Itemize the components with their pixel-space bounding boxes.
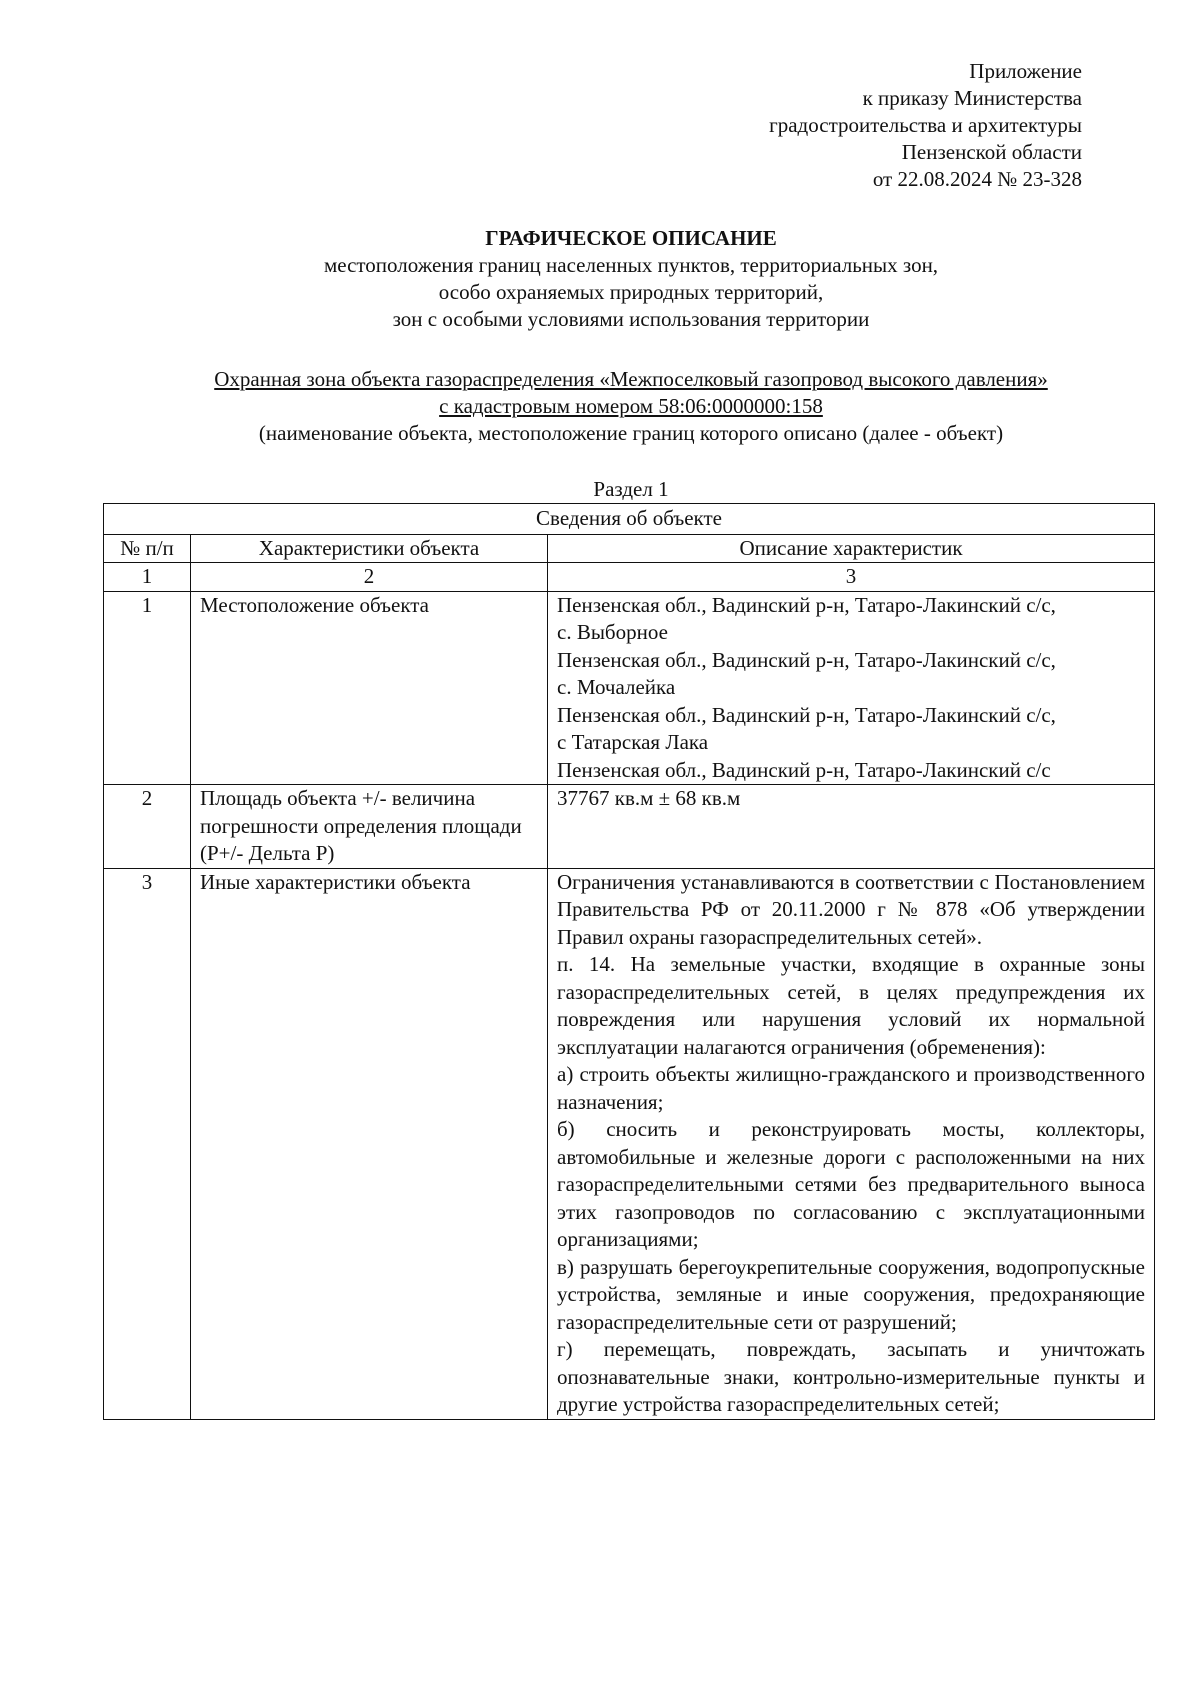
column-header: № п/п <box>104 534 191 563</box>
table-row <box>104 785 1155 869</box>
row-characteristic: Иные характеристики объекта <box>191 868 548 1419</box>
location-line: с Татарская Лака <box>557 730 709 754</box>
object-caption: (наименование объекта, местоположение границ которого описано (далее - объект) <box>258 421 1004 445</box>
row-description <box>548 868 1155 1419</box>
appendix-block <box>769 58 1082 193</box>
section-label: Раздел 1 <box>593 477 669 501</box>
appendix-line: градостроительства и архитектуры <box>769 113 1082 137</box>
subtitle-line: особо охраняемых природных территорий, <box>438 280 824 304</box>
row-number: 1 <box>104 591 191 785</box>
row-number: 2 <box>104 785 191 869</box>
table-row <box>104 868 1155 1419</box>
document-title: ГРАФИЧЕСКОЕ ОПИСАНИЕ <box>485 226 777 250</box>
description-paragraph: г) перемещать, повреждать, засыпать и уничтожать опознавательные знаки, контрольно-измерительные пункты и другие устройства газораспределительных сетей; <box>557 1337 1145 1416</box>
object-name-line: с кадастровым номером 58:06:0000000:158 <box>439 394 823 418</box>
table-caption-row <box>104 504 1155 535</box>
appendix-line: к приказу Министерства <box>862 86 1082 110</box>
object-name-block <box>0 366 1200 447</box>
column-header: Описание характеристик <box>548 534 1155 563</box>
location-line: Пензенская обл., Вадинский р-н, Татаро-Лакинский с/с, <box>557 647 1056 672</box>
column-number: 3 <box>548 563 1155 592</box>
row-number: 3 <box>104 868 191 1419</box>
location-line: с. Выборное <box>557 620 668 644</box>
description-paragraph: в) разрушать берегоукрепительные сооружения, водопропускные устройства, земляные и иные сооружения, предохраняющие газораспределительные сети от разрушений; <box>557 1254 1145 1334</box>
column-header: Характеристики объекта <box>191 534 548 563</box>
location-line: с. Мочалейка <box>557 675 676 699</box>
table-header-row <box>104 534 1155 563</box>
row-description: 37767 кв.м ± 68 кв.м <box>548 785 1155 869</box>
table-row <box>104 591 1155 785</box>
appendix-line: от 22.08.2024 № 23-328 <box>872 167 1082 191</box>
object-name-line: Охранная зона объекта газораспределения «Межпоселковый газопровод высокого давления» <box>214 367 1048 391</box>
location-line: Пензенская обл., Вадинский р-н, Татаро-Лакинский с/с, <box>557 702 1056 727</box>
table-caption: Сведения об объекте <box>104 504 1155 535</box>
row-characteristic: Местоположение объекта <box>191 591 548 785</box>
subtitle-line: местоположения границ населенных пунктов, территориальных зон, <box>323 253 939 277</box>
description-paragraph: а) строить объекты жилищно-гражданского и производственного назначения; <box>557 1062 1145 1114</box>
title-block <box>0 225 1200 333</box>
description-paragraph: б) сносить и реконструировать мосты, коллекторы, автомобильные и железные дороги с расположенными на них газораспределительными сетями без предварительного выноса этих газопроводов по согласованию с эксплуатационными организациями; <box>557 1117 1145 1251</box>
column-number-row <box>104 563 1155 592</box>
appendix-line: Приложение <box>969 59 1082 83</box>
column-number: 2 <box>191 563 548 592</box>
subtitle-line: зон с особыми условиями использования территории <box>392 307 870 331</box>
appendix-line: Пензенской области <box>901 140 1082 164</box>
object-info-table <box>103 503 1155 1420</box>
description-paragraph: п. 14. На земельные участки, входящие в охранные зоны газораспределительных сетей, в целях предупреждения их повреждения или нарушения условий их нормальной эксплуатации налагаются ограничения (обременения): <box>557 952 1145 1059</box>
column-number: 1 <box>104 563 191 592</box>
row-characteristic: Площадь объекта +/- величина погрешности определения площади (P+/- Дельта P) <box>191 785 548 869</box>
description-paragraph: Ограничения устанавливаются в соответствии с Постановлением Правительства РФ от 20.11.2000 г № 878 «Об утверждении Правил охраны газораспределительных сетей». <box>557 869 1145 949</box>
location-line: Пензенская обл., Вадинский р-н, Татаро-Лакинский с/с <box>557 757 1051 782</box>
row-description <box>548 591 1155 785</box>
location-line: Пензенская обл., Вадинский р-н, Татаро-Лакинский с/с, <box>557 592 1056 617</box>
